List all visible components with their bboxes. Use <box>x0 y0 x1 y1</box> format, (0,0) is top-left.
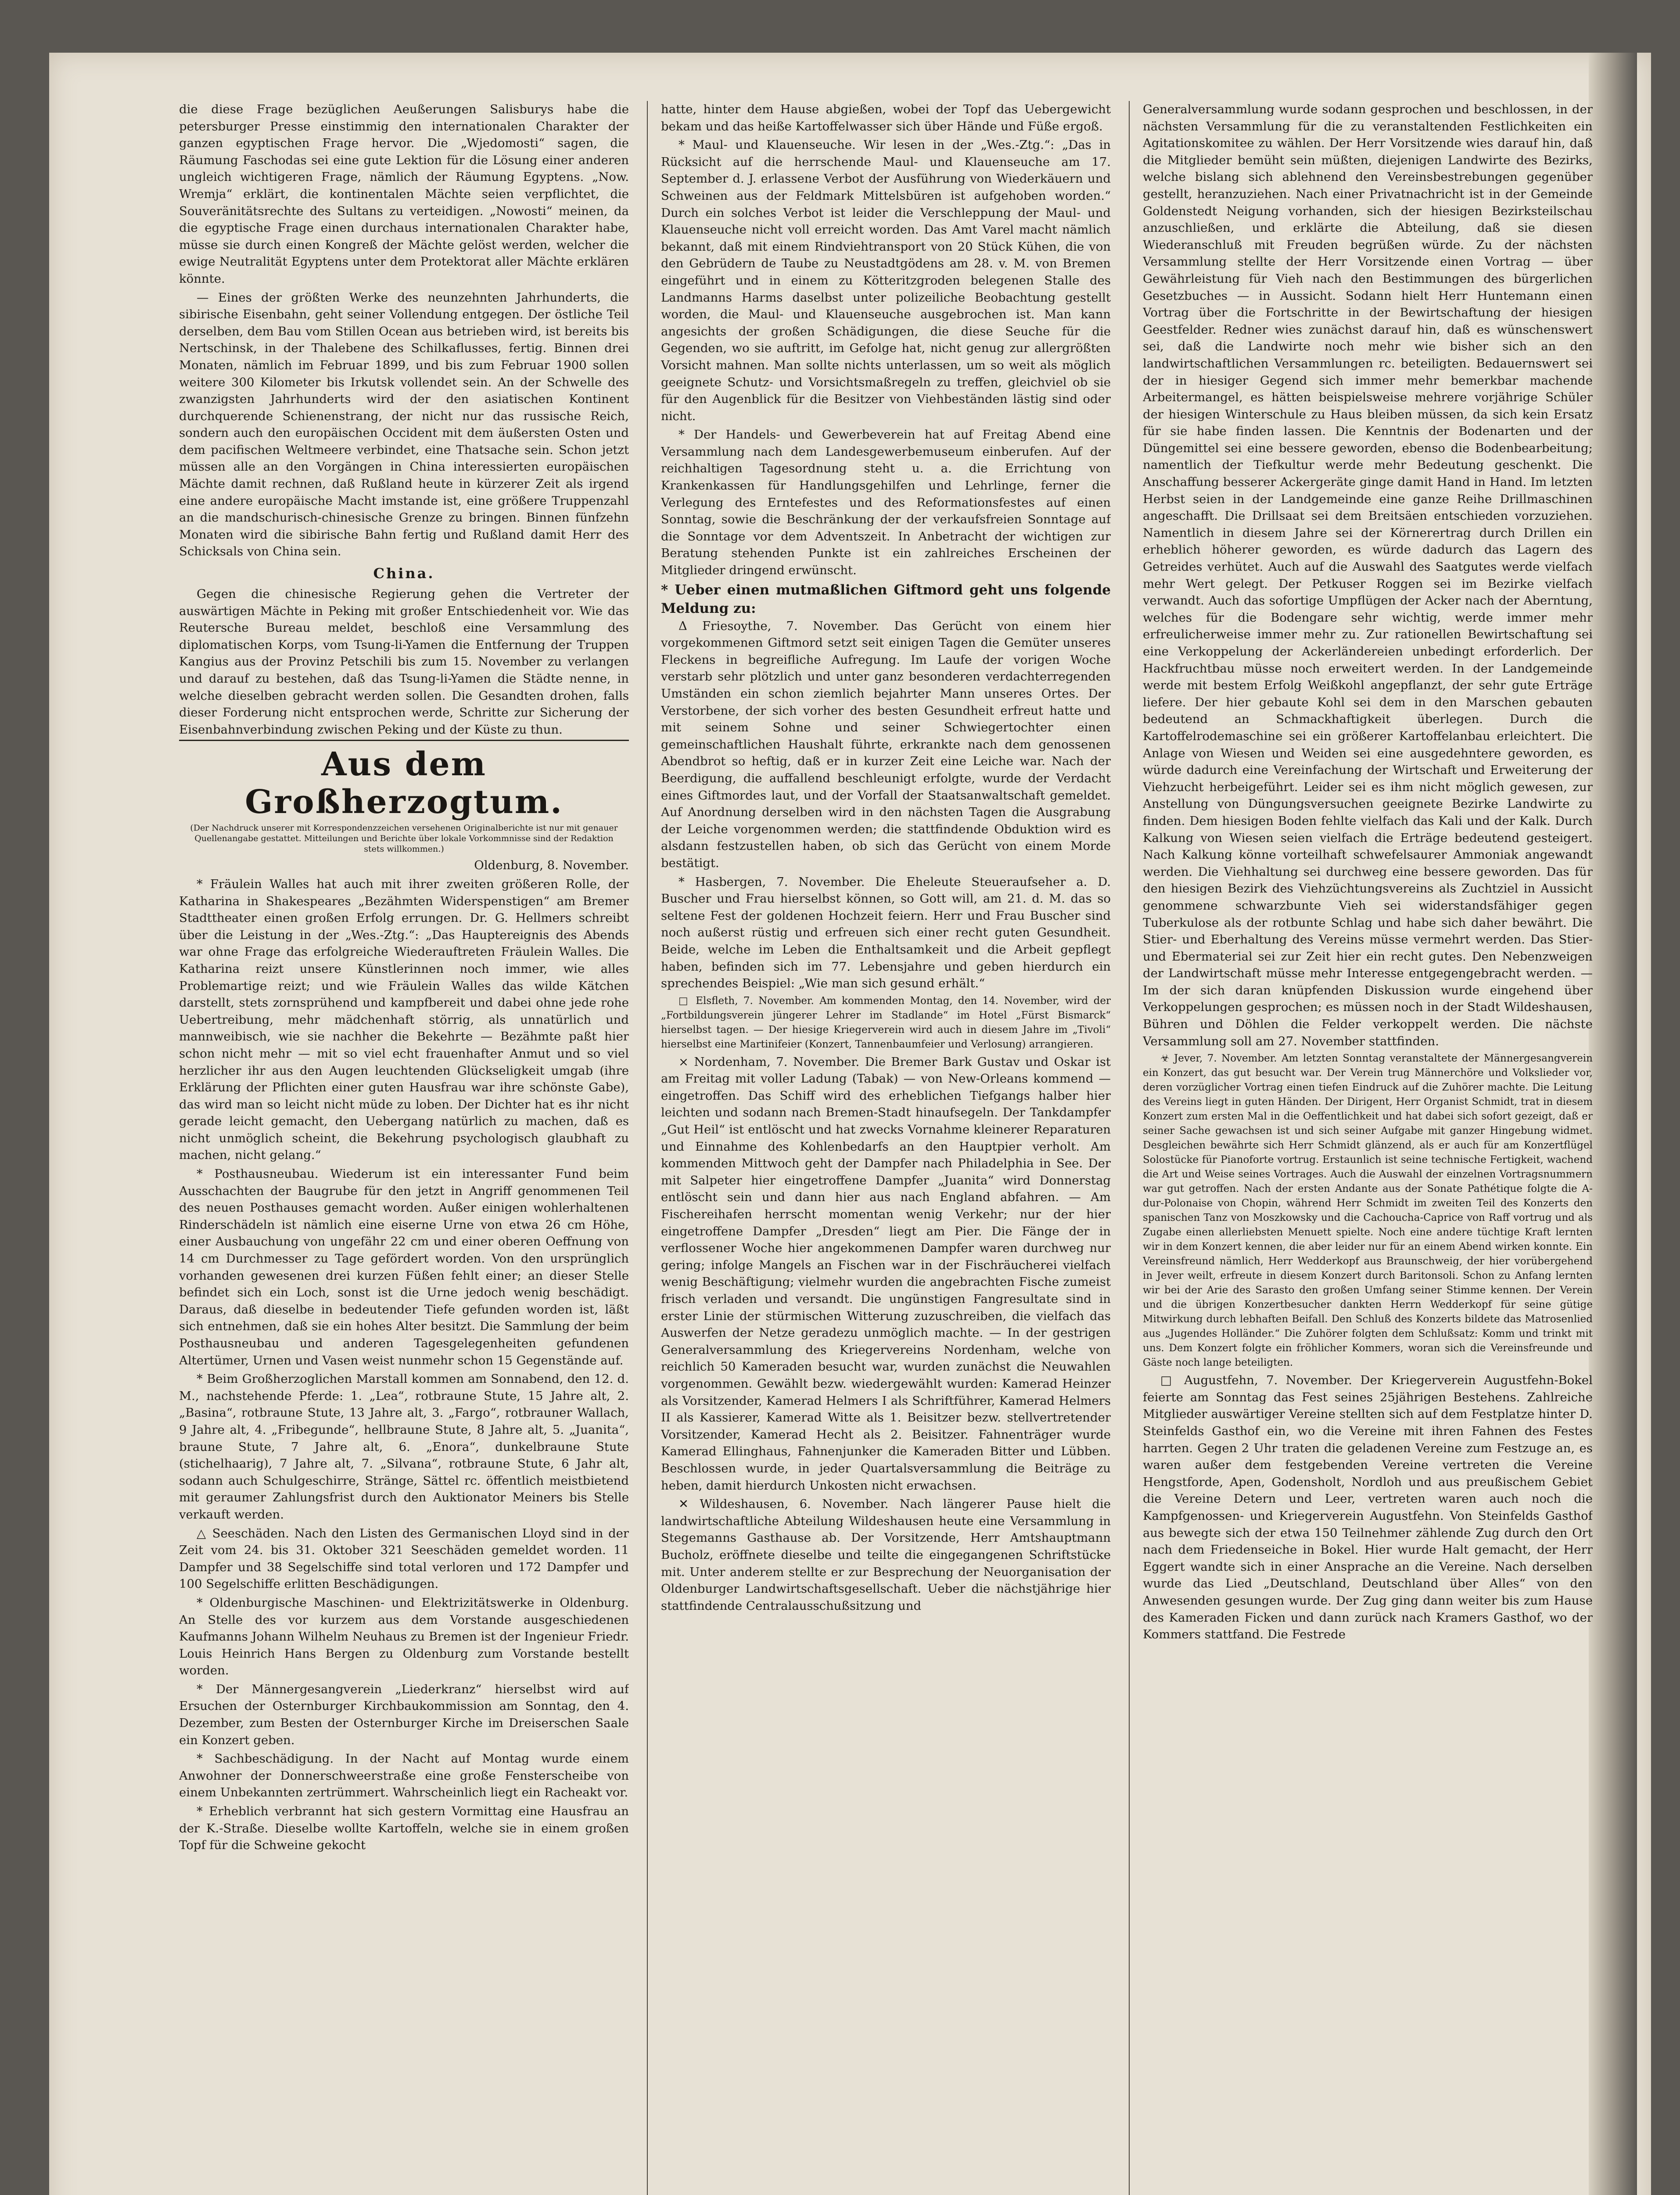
article-elsfleth: □ Elsfleth, 7. November. Am kommenden Montag, den 14. November, wird der „Fortbildungsverein jüngerer Lehrer im Stadlande“ im Hotel „Fürst Bismarck“ hierselbst tagen. — Der hiesige Kriegerverein wird auch in diesem Jahre im „Tivoli“ hierselbst eine Martinifeier (Konzert, Tannenbaumfeier und Verlosung) arrangieren. <box>661 995 1111 1050</box>
article-wildeshausen: ✕ Wildeshausen, 6. November. Nach längerer Pause hielt die landwirtschaftliche Abteilung Wildeshausen heute eine Versammlung in Stegemanns Gasthause ab. Der Vorsitzende, Herr Amtshauptmann Bucholz, eröffnete dieselbe und teilte die eingegangenen Schriftstücke mit. Unter anderem stellte er zur Besprechung der Neuorganisation der Oldenburger Landwirtschaftsgesellschaft. Ueber die nächstjährige hier stattfindende Centralausschußsitzung und <box>661 1497 1111 1613</box>
article-verbrannt: * Erheblich verbrannt hat sich gestern Vormittag eine Hausfrau an der K.-Straße. Dieselbe wollte Kartoffeln, welche sie in einem großen Topf für die Schweine gekocht <box>179 1804 629 1853</box>
page-shadow-edge <box>1589 53 1637 2195</box>
article-china: Gegen die chinesische Regierung gehen die Vertreter der auswärtigen Mächte in Peking mit großer Entschiedenheit vor. Wie das Reutersche Bureau meldet, beschloß eine Versammlung des diplomatischen Korps, vom Tsung-li-Yamen die Entfernung der Truppen Kangius aus der Provinz Petschili bis zum 15. November zu verlangen und darauf zu bestehen, daß das Tsung-li-Yamen die Städte nenne, in welche dieselben gebracht werden sollen. Die Gesandten drohen, falls dieser Forderung nicht entsprochen werde, Schritte zur Sicherung der Eisenbahnverbindung zwischen Peking und der Küste zu thun. <box>179 587 629 737</box>
section-divider <box>179 740 629 741</box>
article-friesoythe: Δ Friesoythe, 7. November. Das Gerücht von einem hier vorgekommenen Giftmord setzt seit einigen Tagen die Gemüter unseres Fleckens in begreifliche Aufregung. Im Laufe der vorigen Woche verstarb sehr plötzlich und unter ganz besonderen verdachterregenden Umständen ein schon ziemlich bejahrter Mann unseres Ortes. Der Verstorbene, der sich vorher des besten Gesundheit erfreut hatte und mit seinem Sohne und seiner Schwiegertochter einen gemeinschaftlichen Haushalt führte, erkrankte nach dem genossenen Abendbrot so heftig, daß er in kurzer Zeit eine Leiche war. Nach der Beerdigung, die auffallend beschleunigt erfolgte, wurde der Verdacht eines Giftmordes laut, und der Vorfall der Staatsanwaltschaft gemeldet. Auf Anordnung derselben wird in den nächsten Tagen die Ausgrabung der Leiche vorgenommen werden; die stattfindende Obduktion wird es alsdann festzustellen haben, ob sich das Gerücht von einem Morde bestätigt. <box>661 619 1111 870</box>
column-3 <box>1143 101 1593 2195</box>
dateline: Oldenburg, 8. November. <box>474 858 629 873</box>
article-verbrannt-cont: hatte, hinter dem Hause abgießen, wobei der Topf das Uebergewicht bekam und das heiße Kartoffelwasser sich über Hände und Füße ergoß. <box>661 102 1111 133</box>
article-sachbeschaedigung: * Sachbeschädigung. In der Nacht auf Montag wurde einem Anwohner der Donnerschweerstraße eine große Fensterscheibe von einem Unbekannten zertrümmert. Wahrscheinlich liegt ein Racheakt vor. <box>179 1752 629 1800</box>
article-augustfehn: □ Augustfehn, 7. November. Der Kriegerverein Augustfehn-Bokel feierte am Sonntag das Fest seines 25jährigen Bestehens. Zahlreiche Mitglieder auswärtiger Vereine stellten sich auf dem Festplatze hinter D. Steinfelds Gasthof ein, wo die Vereine mit ihren Fahnen des Festes harrten. Gegen 2 Uhr traten die geladenen Vereine zum Festzuge an, es waren außer dem festgebenden Vereine vertreten die Vereine Hengstforde, Apen, Godensholt, Nordloh und aus preußischem Gebiet die Vereine Detern und Leer, vertreten waren auch noch die Kampfgenossen- und Kriegerverein Augustfehn. Von Steinfelds Gasthof aus bewegte sich der etwa 150 Teilnehmer zählende Zug durch den Ort nach dem Friedenseiche in Bokel. Hier wurde Halt gemacht, der Herr Eggert wandte sich in einer Ansprache an die Vereine. Nach derselben wurde das Lied „Deutschland, Deutschland über Alles“ von den Anwesenden gesungen wurde. Der Zug ging dann weiter bis zum Hause des Kameraden Ficken und dann zurück nach Kramers Gasthof, wo der Kommers stattfand. Die Festrede <box>1143 1373 1593 1642</box>
article-klauenseuche: * Maul- und Klauenseuche. Wir lesen in der „Wes.-Ztg.“: „Das in Rücksicht auf die herrschende Maul- und Klauenseuche am 17. September d. J. erlassene Verbot der Ausführung von Wiederkäuern und Schweinen aus der Feldmark Mittelsbüren ist aufgehoben worden.“ Durch ein solches Verbot ist leider die Verschleppung der Maul- und Klauenseuche nicht voll erreicht worden. Das Amt Varel macht nämlich bekannt, daß mit einem Rindviehtransport von 20 Stück Kühen, die von den Gebrüdern de Taube zu Neustadtgödens am 28. v. M. von Bremen eingeführt und in einem zu Kötteritzgroden belegenen Stalle des Landmanns Harms daselbst unter polizeiliche Beobachtung gestellt worden, die Maul- und Klauenseuche ausgebrochen ist. Man kann angesichts der großen Schädigungen, die diese Seuche für die Gegenden, wo sie auftritt, im Gefolge hat, nicht genug zur allergrößten Vorsicht mahnen. Man sollte nichts unterlassen, um so weit als möglich geeignete Schutz- und Vorsichtsmaßregeln zu treffen, gleichviel ob sie für den Augenblick für die Besitzer von Viehbeständen lästig sind oder nicht. <box>661 138 1111 423</box>
article-maschinenwerke: * Oldenburgische Maschinen- und Elektrizitätswerke in Oldenburg. An Stelle des vor kurzem aus dem Vorstande ausgeschiedenen Kaufmanns Johann Wilhelm Neuhaus zu Bremen ist der Ingenieur Friedr. Louis Heinrich Hans Bergen zu Oldenburg zum Vorstande bestellt worden. <box>179 1595 629 1678</box>
article-liederkranz: * Der Männergesangverein „Liederkranz“ hierselbst wird auf Ersuchen der Osternburger Kirchbaukommission am Sonntag, den 4. Dezember, zum Besten der Osternburger Kirche im Dreiserschen Saale ein Konzert geben. <box>179 1682 629 1747</box>
column-1 <box>179 101 629 2195</box>
column-rule-2 <box>1129 101 1130 2195</box>
section-title: Aus dem Großherzogtum. <box>245 745 563 821</box>
article-gewerbeverein: * Der Handels- und Gewerbeverein hat auf Freitag Abend eine Versammlung nach dem Landesgewerbemuseum einberufen. Auf der reichhaltigen Tagesordnung steht u. a. die Errichtung von Krankenkassen für Handlungsgehilfen und Lehrlinge, ferner die Verlegung des Erntefestes und des Reformationsfestes auf einen Sonntag, sowie die Beschränkung der der verkaufsfreien Sonntage auf die Sonntage vor dem Adventszeit. In Anbetracht der wichtigen zur Beratung stehenden Punkte ist ein zahlreiches Erscheinen der Mitglieder dringend erwünscht. <box>661 428 1111 578</box>
article-posthaus: * Posthausneubau. Wiederum ist ein interessanter Fund beim Ausschachten der Baugrube für den jetzt in Angriff genommenen Teil des neuen Posthauses gemacht worden. Außer einigen wohlerhaltenen Rinderschädeln ist nämlich eine eiserne Urne von etwa 26 cm Höhe, einer Ausbauchung von ungefähr 22 cm und einer oberen Oeffnung von 14 cm Durchmesser zu Tage gefördert worden. Von den ursprünglich vorhanden gewesenen drei kurzen Füßen fehlt einer; an dieser Stelle befindet sich ein Loch, sonst ist die Urne jedoch wenig beschädigt. Daraus, daß dieselbe in bedeutender Tiefe gefunden worden ist, läßt sich entnehmen, daß sie ein hohes Alter besitzt. Die Sammlung der beim Posthausneubau und anderen Tagesgelegenheiten gefundenen Altertümer, Urnen und Vasen weist nunmehr schon 15 Gegenstände auf. <box>179 1167 629 1367</box>
article-egypt-question: die diese Frage bezüglichen Aeußerungen Salisburys habe die petersburger Presse einstimmig den internationalen Charakter der ganzen egyptischen Frage hervor. Die „Wjedomosti“ sagen, die Räumung Faschodas sei eine gute Lektion für die Lösung einer anderen ungleich wichtigeren Frage, nämlich der Räumung Egyptens. „Now. Wremja“ erklärt, die kontinentalen Mächte seien verpflichtet, die Souveränitätsrechte des Sultans zu verteidigen. „Nowosti“ meinen, da die egyptische Frage einen durchaus internationalen Charakter habe, müsse sie durch einen Kongreß der Mächte gelöst werden, welcher die ewige Neutralität Egyptens unter dem Protektorat aller Mächte erklären könnte. <box>179 102 629 286</box>
article-seeschaeden: △ Seeschäden. Nach den Listen des Germanischen Lloyd sind in der Zeit vom 24. bis 31. Oktober 321 Seeschäden gemeldet worden. 11 Dampfer und 38 Segelschiffe sind total verloren und 172 Dampfer und 100 Segelschiffe erlitten Beschädigungen. <box>179 1526 629 1591</box>
article-nordenham: × Nordenham, 7. November. Die Bremer Bark Gustav und Oskar ist am Freitag mit voller Ladung (Tabak) — von New-Orleans kommend — eingetroffen. Das Schiff wird des erheblichen Tiefgangs halber hier leichten und sodann nach Bremen-Stadt hinaufsegeln. Der Tankdampfer „Gut Heil“ ist entlöscht und hat zwecks Vornahme kleinerer Reparaturen und Einnahme des Kohlenbedarfs an den Hauptpier verholt. Am kommenden Mittwoch geht der Dampfer nach Philadelphia in See. Der mit Salpeter hier eingetroffene Dampfer „Juanita“ wird Donnerstag entlöscht sein und dann hier aus nach England abfahren. — Am Fischereihafen herrscht momentan wenig Verkehr; nur der hier eingetroffene Dampfer „Dresden“ liegt am Pier. Die Fänge der in verflossener Woche hier angekommenen Dampfer waren durchweg nur gering; infolge Mangels an Fischen war in der Fischräucherei vielfach wenig Beschäftigung; vielmehr wurden die angebrachten Fische zumeist frisch verladen und versandt. Die ungünstigen Fangresultate sind in erster Linie der stürmischen Witterung zuzuschreiben, die vielfach das Auswerfen der Netze geradezu unmöglich machte. — In der gestrigen Generalversammlung des Kriegervereins Nordenham, welche von reichlich 50 Kameraden besucht war, wurden zunächst die Neuwahlen vorgenommen. Gewählt bezw. wiedergewählt wurden: Kamerad Heinzer als Vorsitzender, Kamerad Helmers I als Schriftführer, Kamerad Helmers II als Kassierer, Kamerad Witte als 1. Beisitzer bezw. stellvertretender Vorsitzender, Kamerad Hecht als 2. Beisitzer. Fahnenträger wurde Kamerad Ellinghaus, Fahnenjunker die Kameraden Bitter und Lübben. Beschlossen wurde, in jeder Quartalsversammlung die Beiträge zu heben, damit hierdurch Unkosten nicht erwachsen. <box>661 1054 1111 1493</box>
article-wildeshausen-cont: Generalversammlung wurde sodann gesprochen und beschlossen, in der nächsten Versammlung für die zu veranstaltenden Festlichkeiten ein Agitationskomitee zu wählen. Der Herr Vorsitzende wies darauf hin, daß die Mitglieder bemüht sein müßten, diejenigen Landwirte des Bezirks, welche bislang sich ablehnend den Vereinsbestrebungen gegenüber gestellt, heranzuziehen. Nach einer Privatnachricht ist in der Gemeinde Goldenstedt Neigung vorhanden, sich der hiesigen Bezirksteilschau anzuschließen, und erklärte die Abteilung, daß sie diesen Wiederanschluß mit Freuden begrüßen würde. Zu der nächsten Versammlung stellte der Herr Vorsitzende einen Vortrag — über Gewährleistung für Vieh nach den Bestimmungen des bürgerlichen Gesetzbuches — in Aussicht. Sodann hielt Herr Huntemann einen Vortrag über die Fortschritte in der Bewirtschaftung der hiesigen Geestfelder. Redner wies zunächst darauf hin, daß es wünschenswert sei, daß die Landwirte noch mehr wie bisher sich an den landwirtschaftlichen Versammlungen rc. beteiligten. Bedauernswert sei der in hiesiger Gegend sich immer mehr bemerkbar machende Arbeitermangel, es hätten beispielsweise mehrere vorjährige Schüler der hiesigen Winterschule zu Haus bleiben müssen, da sich kein Ersatz für sie habe finden lassen. Die Kenntnis der Bodenarten und der Düngemittel sei eine bessere geworden, ebenso die Bodenbearbeitung; namentlich der Tiefkultur werde mehr Bedeutung geschenkt. Die Anschaffung besserer Ackergeräte ginge damit Hand in Hand. Im letzten Herbst seien in der Landgemeinde eine ganze Reihe Drillmaschinen angeschafft. Die Drillsaat sei dem Breitsäen entschieden vorzuziehen. Namentlich in diesem Jahre sei der Körnerertrag durch Drillen ein erheblich höherer geworden, es würde dadurch das Lagern des Getreides verhütet. Auch auf die Auswahl des Saatgutes werde vielfach mehr Wert gelegt. Der Petkuser Roggen sei im Bezirke vielfach verwandt. Auch das sofortige Umpflügen der Acker nach der Aberntung, welches für die Bodengare sehr wichtig, werde immer mehr erfreulicherweise immer mehr zu. Zur rationellen Bewirtschaftung sei eine Verkoppelung der Ackerländereien unbedingt erforderlich. Der Hackfruchtbau müsse noch erweitert werden. In der Landgemeinde werde mit bestem Erfolg Weißkohl angepflanzt, der sehr gute Erträge liefere. Der hier gebaute Kohl sei dem in den Marschen gebauten bedeutend an Schmackhaftigkeit überlegen. Durch die Kartoffelrodemaschine sei ein größerer Kartoffelanbau erleichtert. Die Anlage von Wiesen und Weiden sei eine ausgedehntere geworden, es würde dadurch eine Vereinfachung der Wirtschaft und Erweiterung der Viehzucht herbeigeführt. Leider sei es ihm nicht möglich gewesen, zur Anstellung von Düngungsversuchen geeignete Bezirke Landwirte zu finden. Dem hiesigen Boden fehlte vielfach das Kali und der Kalk. Durch Kalkung von Wiesen seien vielfach die Erträge bedeutend gesteigert. Nach Kalkung könne vorteilhaft schwefelsaurer Ammoniak angewandt werden. Die Viehhaltung sei durchweg eine bessere geworden. Das für den hiesigen Bezirk des Viehzüchtungsvereins als Zuchtziel in Aussicht genommene schwarzbunte Vieh sei widerstandsfähiger gegen Tuberkulose als der rotbunte Schlag und habe sich daher bewährt. Die Stier- und Eberhaltung des Vereins müsse vermehrt werden. Das Stier- und Ebermaterial sei zur Zeit hier ein recht gutes. Den Nebenzweigen der Landwirtschaft müsse mehr Interesse entgegengebracht werden. — Im der sich daran knüpfenden Diskussion wurde eingehend über Verkoppelungen gesprochen; es müssen noch in der Stadt Wildeshausen, Bühren und Döhlen die Felder verkoppelt werden. Die nächste Versammlung soll am 27. November stattfinden. <box>1143 102 1593 1048</box>
article-jever: ☣ Jever, 7. November. Am letzten Sonntag veranstaltete der Männergesangverein ein Konzert, das gut besucht war. Der Verein trug Männerchöre und Volkslieder vor, deren vorzüglicher Vortrag einen tiefen Eindruck auf die Zuhörer machte. Die Leitung des Vereins liegt in guten Händen. Der Dirigent, Herr Organist Schmidt, trat in diesem Konzert zum ersten Mal in die Oeffentlichkeit und hat dabei sich sofort gezeigt, daß er seiner Sache gewachsen ist und sich seiner Aufgabe mit ganzer Hingebung widmet. Desgleichen bewährte sich Herr Schmidt glänzend, als er auch für am Konzertflügel Solostücke für Pianoforte vortrug. Erstaunlich ist seine technische Fertigkeit, wachend die Art und Weise seines Vortrages. Auch die Auswahl der einzelnen Vortragsnummern war gut getroffen. Nach der ersten Andante aus der Sonate Pathétique folgte die A-dur-Polonaise von Chopin, während Herr Schmidt im zweiten Teil des Konzerts den spanischen Tanz von Moszkowsky und die Cachoucha-Caprice von Raff vortrug und als Zugabe einen allerliebsten Menuett spielte. Noch eine andere tüchtige Kraft lernten wir in dem Konzert kennen, die aber leider nur für an einem Abend wirken konnte. Ein Vereinsfreund nämlich, Herr Wedderkopf aus Braunschweig, der hier vorübergehend in Jever weilt, erfreute in diesem Konzert durch Baritonsoli. Schon zu Anfang lernten wir bei der Arie des Sarasto den großen Umfang seiner Stimme kennen. Der Verein und die übrigen Konzertbesucher dankten Herrn Wedderkopf für seine gütige Mitwirkung durch lebhaften Beifall. Den Schluß des Konzerts bildete das Matrosenlied aus „Jugendes Holländer.“ Die Zuhörer folgten dem Schlußsatz: Komm und trinkt mit uns. Dem Konzert folgte ein fröhlicher Kommers, woran sich die Vereinsfreunde und Gäste noch lange beteiligten. <box>1143 1053 1593 1369</box>
article-marstall: * Beim Großherzoglichen Marstall kommen am Sonnabend, den 12. d. M., nachstehende Pferde: 1. „Lea“, rotbraune Stute, 15 Jahre alt, 2. „Basina“, rotbraune Stute, 13 Jahre alt, 3. „Fargo“, rotbrauner Wallach, 9 Jahre alt, 4. „Fribegunde“, hellbraune Stute, 8 Jahre alt, 5. „Juanita“, braune Stute, 7 Jahre alt, 6. „Enora“, dunkelbraune Stute (stichelhaarig), 7 Jahre alt, 7. „Silvana“, rotbraune Stute, 6 Jahr alt, sodann auch Schulgeschirre, Stränge, Sättel rc. öffentlich meistbietend mit geraumer Zahlungsfrist durch den Auktionator Meiners bis Stelle verkauft werden. <box>179 1372 629 1522</box>
section-reprint-note: (Der Nachdruck unserer mit Korrespondenzzeichen versehenen Originalberichte ist nur mit genauer Quellenangabe gestattet. Mitteilungen und Berichte über lokale Vorkommnisse sind der Redaktion stets willkommen.) <box>190 823 618 854</box>
china-heading: China. <box>373 565 435 582</box>
article-siberian-railway: — Eines der größten Werke des neunzehnten Jahrhunderts, die sibirische Eisenbahn, geht seiner Vollendung entgegen. Der östliche Teil derselben, dem Bau vom Stillen Ocean aus betrieben wird, ist bereits bis Nertschinsk, in der Thalebene des Schilkaflusses, fertig. Binnen drei Monaten, nämlich im Februar 1899, und bis zum Februar 1900 sollen weitere 300 Kilometer bis Irkutsk vollendet sein. An der Schwelle des zwanzigsten Jahrhunderts wird der den asiatischen Kontinent durchquerende Schienenstrang, der nicht nur das russische Reich, sondern auch den europäischen Occident mit dem äußersten Osten und dem pacifischen Weltmeere verbindet, eine Thatsache sein. Schon jetzt müssen alle an den Vorgängen in China interessierten europäischen Mächte damit rechnen, daß Rußland heute in kürzerer Zeit als irgend eine andere europäische Macht imstande ist, eine größere Truppenzahl an die mandschurisch-chinesische Grenze zu bringen. Binnen fünfzehn Monaten wird die sibirische Bahn fertig und Rußland damit Herr des Schicksals von China sein. <box>179 290 629 559</box>
column-2 <box>661 101 1111 2195</box>
giftmord-heading: * Ueber einen mutmaßlichen Giftmord geht uns folgende Meldung zu: <box>661 582 1111 616</box>
article-hasbergen: * Hasbergen, 7. November. Die Eheleute Steueraufseher a. D. Buscher und Frau hierselbst können, so Gott will, am 21. d. M. das so seltene Fest der goldenen Hochzeit feiern. Herr und Frau Buscher sind noch außerst rüstig und erfreuen sich einer recht guten Gesundheit. Beide, welche im Leben die Enthaltsamkeit und die Arbeit gepflegt haben, befinden sich im 77. Lebensjahre und geben hierdurch ein sprechendes Beispiel: „Wie man sich gesund erhält.“ <box>661 874 1111 991</box>
column-rule-1 <box>647 101 648 2195</box>
article-walles: * Fräulein Walles hat auch mit ihrer zweiten größeren Rolle, der Katharina in Shakespeares „Bezähmten Widerspenstigen“ am Bremer Stadttheater einen großen Erfolg errungen. Dr. G. Hellmers schreibt über die Leistung in der „Wes.-Ztg.“: „Das Hauptereignis des Abends war ohne Frage das erfolgreiche Wiederauftreten Fräulein Walles. Die Katharina reizt unsere Künstlerinnen noch immer, wie alles Problemartige reizt; und wie Fräulein Walles das wilde Kätchen darstellt, stets zornsprühend und kampfbereit und dabei ohne jede rohe Uebertreibung, mehr mädchenhaft störrig, als unnatürlich und mannweibisch, wie sie nachher die Bekehrte — Bezähmte paßt hier schon nicht mehr — mit so viel echt frauenhafter Anmut und so viel herzlicher ihr aus den Augen leuchtenden Glückseligkeit umgab (ihre Erklärung der Pflichten einer guten Hausfrau war ihre schönste Gabe), das wird man so leicht nicht müde zu loben. Der Dichter hat es ihr nicht gerade leicht gemacht, den Uebergang natürlich zu machen, daß es nicht unmöglich scheint, die Bekehrung psychologisch glaubhaft zu machen, nicht gelang.“ <box>179 877 629 1162</box>
